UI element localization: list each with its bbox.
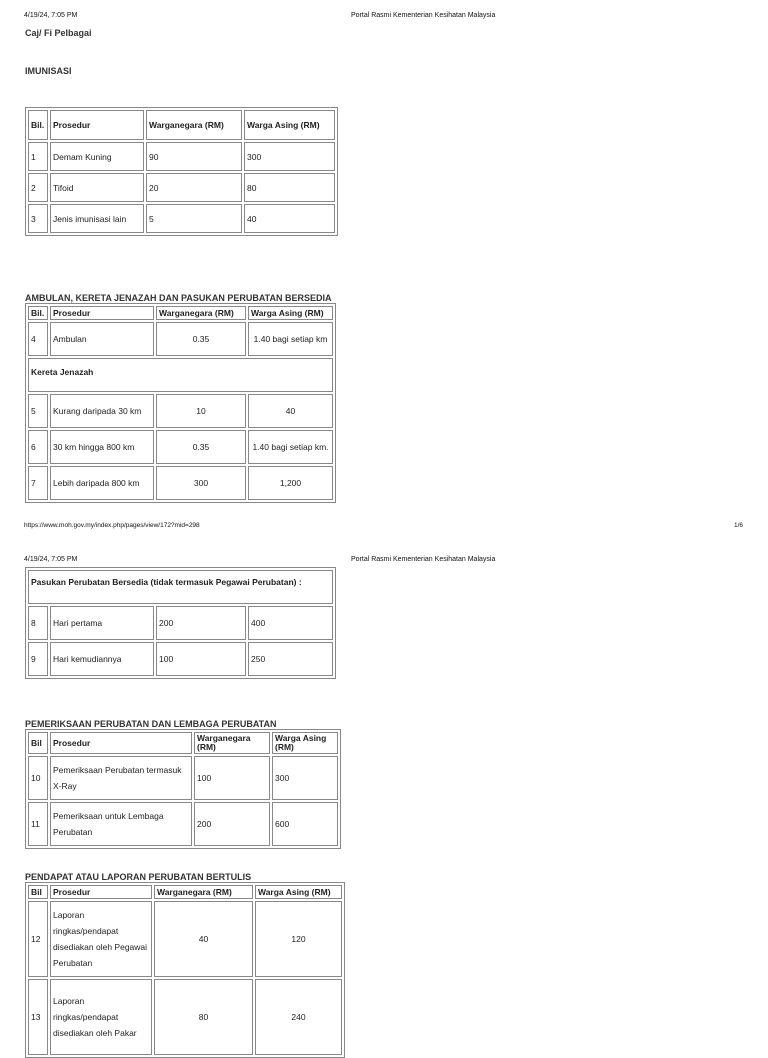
print-timestamp: 4/19/24, 7:05 PM bbox=[24, 12, 78, 19]
cell-warga-asing: 1.40 bagi setiap km bbox=[248, 322, 333, 356]
table-row bbox=[28, 322, 333, 356]
cell-prosedur: Ambulan bbox=[50, 322, 154, 356]
cell-prosedur: Laporan ringkas/pendapat disediakan oleh Pakar bbox=[50, 979, 152, 1055]
cell-bil: 5 bbox=[28, 394, 48, 428]
page-number: 1/6 bbox=[734, 522, 744, 529]
cell-prosedur: 30 km hingga 800 km bbox=[50, 430, 154, 464]
cell-warga-asing: 400 bbox=[248, 606, 333, 640]
table-row bbox=[28, 606, 333, 640]
col-header-warga-asing: Warga Asing (RM) bbox=[255, 885, 342, 899]
cell-warganegara: 0.35 bbox=[156, 322, 246, 356]
cell-prosedur: Pemeriksaan untuk Lembaga Perubatan bbox=[50, 802, 192, 846]
table-header-row bbox=[28, 732, 338, 754]
cell-prosedur: Tifoid bbox=[50, 173, 144, 202]
section-heading-pendapat: PENDAPAT ATAU LAPORAN PERUBATAN BERTULIS bbox=[25, 872, 252, 882]
table-row bbox=[28, 979, 342, 1055]
cell-prosedur: Hari kemudiannya bbox=[50, 642, 154, 676]
cell-warga-asing: 300 bbox=[272, 756, 338, 800]
col-header-bil: Bil. bbox=[28, 306, 48, 320]
cell-warga-asing: 1,200 bbox=[248, 466, 333, 500]
cell-prosedur: Laporan ringkas/pendapat disediakan oleh Pegawai Perubatan bbox=[50, 901, 152, 977]
cell-warga-asing: 1.40 bagi setiap km. bbox=[248, 430, 333, 464]
cell-bil: 12 bbox=[28, 901, 48, 977]
col-header-warga-asing: Warga Asing (RM) bbox=[272, 732, 338, 754]
subsection-label-pasukan: Pasukan Perubatan Bersedia (tidak termasuk Pegawai Perubatan) : bbox=[28, 570, 333, 604]
section-heading-ambulan: AMBULAN, KERETA JENAZAH DAN PASUKAN PERUBATAN BERSEDIA bbox=[25, 293, 332, 303]
cell-bil: 8 bbox=[28, 606, 48, 640]
table-row bbox=[28, 901, 342, 977]
table-row bbox=[28, 430, 333, 464]
col-header-bil: Bil bbox=[28, 732, 48, 754]
cell-warganegara: 0.35 bbox=[156, 430, 246, 464]
site-title: Portal Rasmi Kementerian Kesihatan Malaysia bbox=[351, 556, 496, 563]
col-header-bil: Bil bbox=[28, 885, 48, 899]
cell-warganegara: 20 bbox=[146, 173, 242, 202]
page-url: https://www.moh.gov.my/index.php/pages/view/172?mid=298 bbox=[24, 522, 200, 529]
cell-warganegara: 90 bbox=[146, 142, 242, 171]
section-heading-pemeriksaan: PEMERIKSAAN PERUBATAN DAN LEMBAGA PERUBATAN bbox=[25, 719, 277, 729]
cell-bil: 1 bbox=[28, 142, 48, 171]
table-row bbox=[28, 142, 335, 171]
table-imunisasi bbox=[25, 107, 338, 236]
col-header-prosedur: Prosedur bbox=[50, 306, 154, 320]
cell-prosedur: Pemeriksaan Perubatan termasuk X-Ray bbox=[50, 756, 192, 800]
section-heading-imunisasi: IMUNISASI bbox=[25, 66, 72, 76]
table-pemeriksaan bbox=[25, 729, 341, 849]
cell-warganegara: 200 bbox=[194, 802, 270, 846]
col-header-warganegara: Warganegara (RM) bbox=[154, 885, 253, 899]
cell-warga-asing: 300 bbox=[244, 142, 335, 171]
cell-bil: 6 bbox=[28, 430, 48, 464]
cell-warga-asing: 600 bbox=[272, 802, 338, 846]
col-header-warga-asing: Warga Asing (RM) bbox=[244, 110, 335, 140]
table-ambulan bbox=[25, 303, 336, 503]
table-row bbox=[28, 802, 338, 846]
cell-warga-asing: 250 bbox=[248, 642, 333, 676]
cell-warga-asing: 120 bbox=[255, 901, 342, 977]
table-subsection-row bbox=[28, 358, 333, 392]
col-header-prosedur: Prosedur bbox=[50, 732, 192, 754]
cell-warga-asing: 240 bbox=[255, 979, 342, 1055]
table-row bbox=[28, 173, 335, 202]
cell-warganegara: 80 bbox=[154, 979, 253, 1055]
table-row bbox=[28, 204, 335, 233]
table-pasukan-perubatan bbox=[25, 567, 336, 679]
cell-bil: 13 bbox=[28, 979, 48, 1055]
table-subsection-row bbox=[28, 570, 333, 604]
cell-warganegara: 100 bbox=[194, 756, 270, 800]
col-header-prosedur: Prosedur bbox=[50, 110, 144, 140]
cell-warga-asing: 40 bbox=[248, 394, 333, 428]
table-row bbox=[28, 466, 333, 500]
cell-bil: 10 bbox=[28, 756, 48, 800]
cell-prosedur: Jenis imunisasi lain bbox=[50, 204, 144, 233]
cell-bil: 9 bbox=[28, 642, 48, 676]
cell-warganegara: 300 bbox=[156, 466, 246, 500]
table-header-row bbox=[28, 110, 335, 140]
cell-warganegara: 200 bbox=[156, 606, 246, 640]
cell-warganegara: 10 bbox=[156, 394, 246, 428]
col-header-warganegara: Warganegara (RM) bbox=[194, 732, 270, 754]
col-header-bil: Bil. bbox=[28, 110, 48, 140]
subsection-label-kereta-jenazah: Kereta Jenazah bbox=[28, 358, 333, 392]
cell-bil: 4 bbox=[28, 322, 48, 356]
cell-warganegara: 100 bbox=[156, 642, 246, 676]
col-header-warga-asing: Warga Asing (RM) bbox=[248, 306, 333, 320]
cell-bil: 3 bbox=[28, 204, 48, 233]
table-row bbox=[28, 756, 338, 800]
cell-warga-asing: 80 bbox=[244, 173, 335, 202]
table-row bbox=[28, 642, 333, 676]
cell-bil: 7 bbox=[28, 466, 48, 500]
cell-warganegara: 5 bbox=[146, 204, 242, 233]
cell-prosedur: Demam Kuning bbox=[50, 142, 144, 171]
cell-prosedur: Lebih daripada 800 km bbox=[50, 466, 154, 500]
cell-warganegara: 40 bbox=[154, 901, 253, 977]
table-row bbox=[28, 394, 333, 428]
cell-bil: 11 bbox=[28, 802, 48, 846]
col-header-prosedur: Prosedur bbox=[50, 885, 152, 899]
table-header-row bbox=[28, 885, 342, 899]
cell-bil: 2 bbox=[28, 173, 48, 202]
cell-prosedur: Kurang daripada 30 km bbox=[50, 394, 154, 428]
print-timestamp: 4/19/24, 7:05 PM bbox=[24, 556, 78, 563]
site-title: Portal Rasmi Kementerian Kesihatan Malaysia bbox=[351, 12, 496, 19]
col-header-warganegara: Warganegara (RM) bbox=[146, 110, 242, 140]
table-pendapat bbox=[25, 882, 345, 1058]
cell-warga-asing: 40 bbox=[244, 204, 335, 233]
col-header-warganegara: Warganegara (RM) bbox=[156, 306, 246, 320]
table-header-row bbox=[28, 306, 333, 320]
page-title: Caj/ Fi Pelbagai bbox=[25, 28, 92, 38]
cell-prosedur: Hari pertama bbox=[50, 606, 154, 640]
